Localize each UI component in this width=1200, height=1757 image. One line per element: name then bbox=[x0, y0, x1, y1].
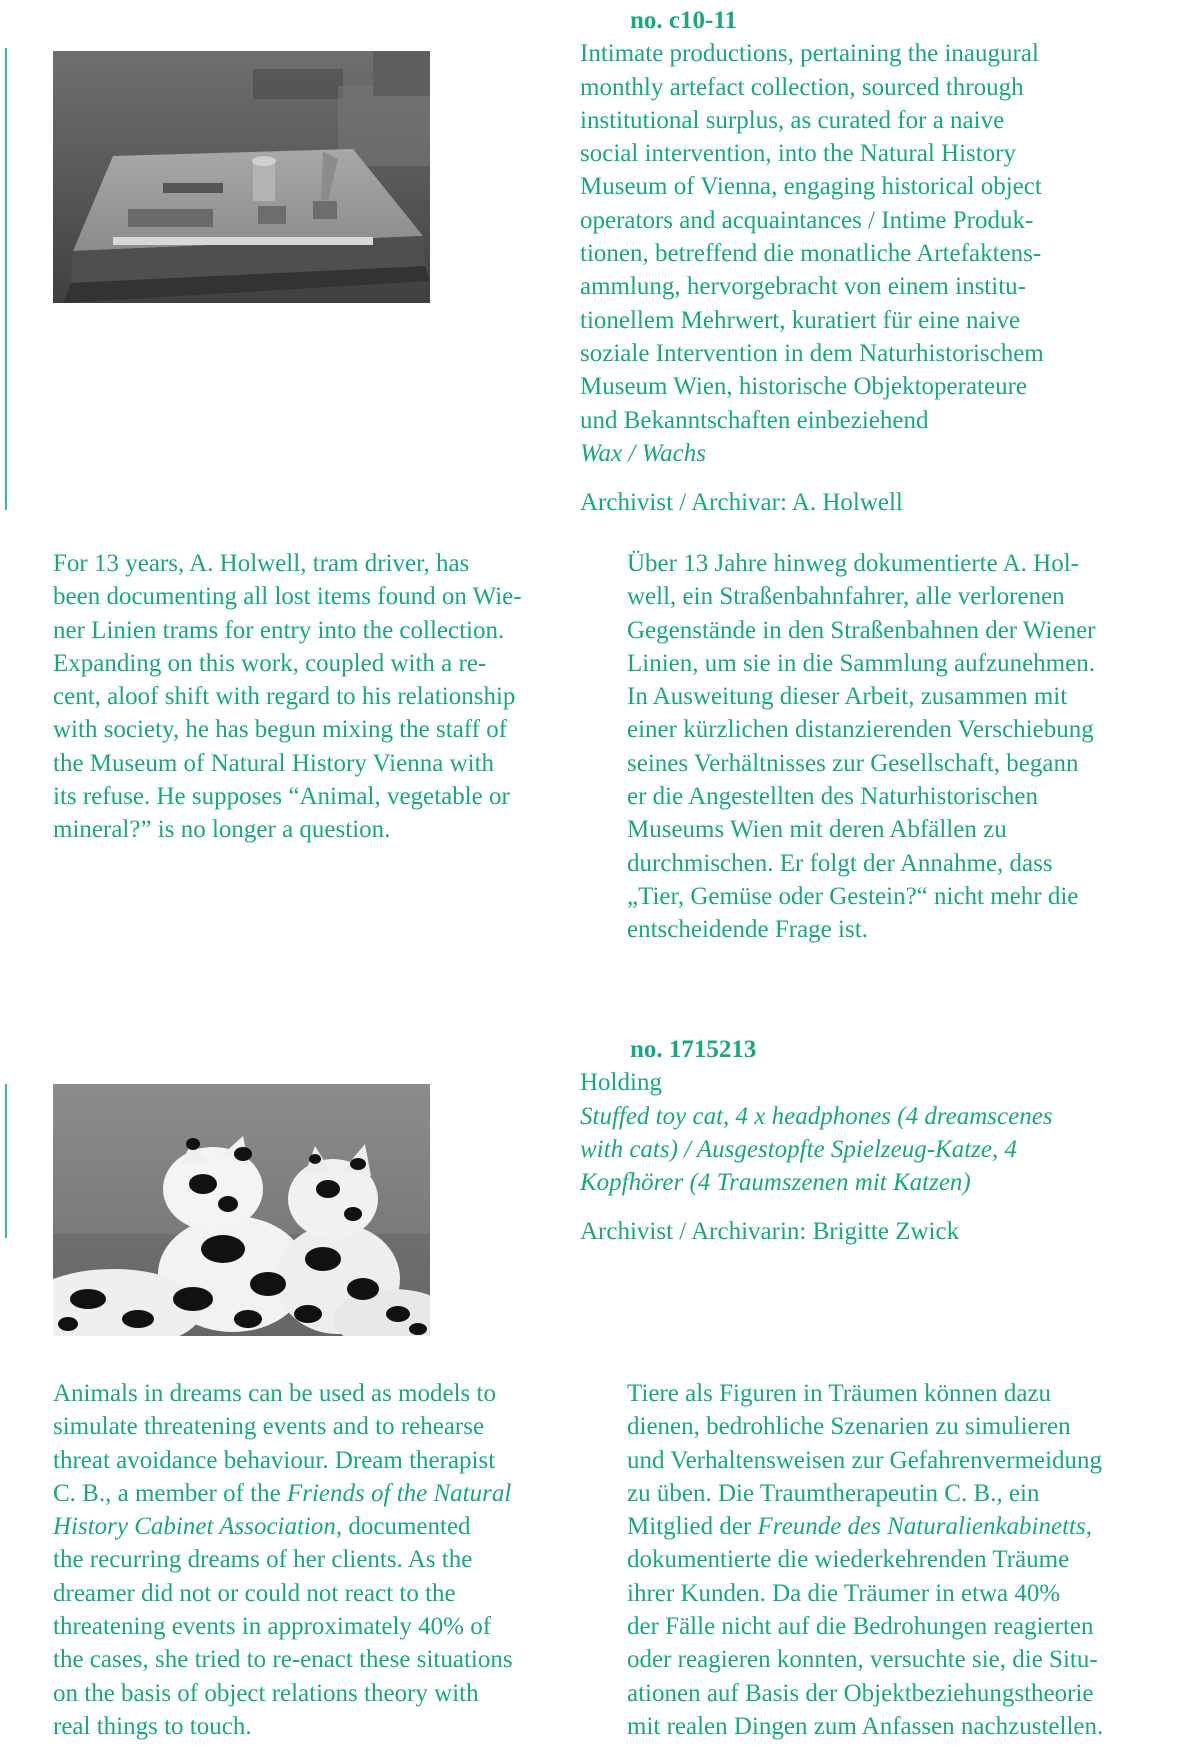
text-segment: C. B., a member of the bbox=[53, 1479, 287, 1507]
text-line: mit realen Dingen zum Anfassen nachzustellen. bbox=[627, 1712, 1104, 1740]
text-line: For 13 years, A. Holwell, tram driver, has bbox=[53, 550, 470, 577]
association-name: History Cabinet Association bbox=[53, 1513, 336, 1541]
text-line: on the basis of object relations theory with bbox=[53, 1679, 479, 1707]
text-line: Expanding on this work, coupled with a re- bbox=[53, 649, 487, 677]
text-line: Museums Wien mit deren Abfällen zu bbox=[627, 816, 1007, 844]
text-line: Gegenstände in den Straßenbahnen der Wiener bbox=[627, 616, 1096, 644]
description-line: operators and acquaintances / Intime Produk- bbox=[580, 206, 1034, 234]
material-line: Kopfhörer (4 Traumszenen mit Katzen) bbox=[580, 1169, 971, 1197]
description-line: monthly artefact collection, sourced through bbox=[580, 73, 1024, 101]
text-line: ationen auf Basis der Objektbeziehungstheorie bbox=[627, 1679, 1094, 1707]
text-line: einer kürzlichen distanzierenden Verschiebung bbox=[627, 716, 1094, 744]
entry-meta bbox=[580, 1033, 1180, 1249]
english-text bbox=[53, 1377, 598, 1743]
text-line: Linien, um sie in die Sammlung aufzunehmen. bbox=[627, 649, 1095, 677]
text-line: ihrer Kunden. Da die Träumer in etwa 40% bbox=[627, 1579, 1061, 1607]
text-line: dienen, bedrohliche Szenarien zu simulieren bbox=[627, 1413, 1071, 1441]
description-line: institutional surplus, as curated for a naive bbox=[580, 106, 1005, 134]
entry-number: no. 1715213 bbox=[630, 1036, 757, 1063]
description-line: Museum of Vienna, engaging historical object bbox=[580, 173, 1042, 201]
association-name: Freunde des Naturalienkabinetts bbox=[757, 1513, 1086, 1541]
text-line: dokumentierte die wiederkehrenden Träume bbox=[627, 1546, 1070, 1574]
entry-meta bbox=[580, 4, 1180, 519]
description-line: tionellem Mehrwert, kuratiert für eine naive bbox=[580, 306, 1021, 334]
text-line: und Verhaltensweisen zur Gefahrenvermeidung bbox=[627, 1446, 1103, 1474]
material-line: Wax / Wachs bbox=[580, 439, 706, 467]
text-line: the cases, she tried to re-enact these situations bbox=[53, 1646, 513, 1674]
text-line: zu üben. Die Traumtherapeutin C. B., ein bbox=[627, 1479, 1040, 1507]
text-line: „Tier, Gemüse oder Gestein?“ nicht mehr die bbox=[627, 882, 1079, 910]
text-line: threat avoidance behaviour. Dream therapist bbox=[53, 1446, 496, 1474]
catalogue-entry bbox=[0, 1030, 1200, 1757]
english-text bbox=[53, 547, 598, 847]
text-line: the Museum of Natural History Vienna with bbox=[53, 749, 495, 777]
description-line: Intimate productions, pertaining the inaugural bbox=[580, 40, 1039, 68]
text-line: Animals in dreams can be used as models to bbox=[53, 1380, 496, 1407]
text-line: dreamer did not or could not react to the bbox=[53, 1579, 456, 1607]
wax-objects-photo bbox=[53, 51, 430, 303]
artefact-photo bbox=[53, 51, 430, 303]
margin-rule bbox=[5, 1084, 7, 1238]
text-line: ner Linien trams for entry into the collection. bbox=[53, 616, 505, 644]
description-line: und Bekanntschaften einbeziehend bbox=[580, 406, 929, 434]
description-line: ammlung, hervorgebracht von einem institu- bbox=[580, 273, 1026, 301]
material-line: Stuffed toy cat, 4 x headphones (4 dreamscenes bbox=[580, 1102, 1053, 1130]
text-line: entscheidende Frage ist. bbox=[627, 916, 868, 944]
text-line: oder reagieren konnten, versuchte sie, die Situ- bbox=[627, 1646, 1098, 1674]
description-line: Museum Wien, historische Objektoperateure bbox=[580, 373, 1028, 401]
text-line: been documenting all lost items found on Wie- bbox=[53, 583, 522, 611]
archivist-credit: Archivist / Archivar: A. Holwell bbox=[580, 489, 903, 517]
toy-cats-photo bbox=[53, 1084, 430, 1336]
german-text bbox=[627, 547, 1200, 947]
text-line: mineral?” is no longer a question. bbox=[53, 816, 391, 844]
text-line: well, ein Straßenbahnfahrer, alle verlorenen bbox=[627, 583, 1065, 611]
text-line: er die Angestellten des Naturhistorischen bbox=[627, 783, 1038, 811]
description-line: soziale Intervention in dem Naturhistorischem bbox=[580, 339, 1044, 367]
text-line bbox=[53, 1477, 598, 1510]
text-segment: , bbox=[1085, 1513, 1092, 1541]
text-line: seines Verhältnisses zur Gesellschaft, begann bbox=[627, 749, 1079, 777]
text-line: its refuse. He supposes “Animal, vegetable or bbox=[53, 783, 510, 811]
german-text bbox=[627, 1377, 1200, 1743]
artefact-photo bbox=[53, 1084, 430, 1336]
text-line bbox=[53, 1510, 598, 1543]
text-line: cent, aloof shift with regard to his relationship bbox=[53, 683, 516, 711]
text-line: real things to touch. bbox=[53, 1712, 252, 1740]
material-line: with cats) / Ausgestopfte Spielzeug-Katze, 4 bbox=[580, 1135, 1017, 1163]
text-line: Über 13 Jahre hinweg dokumentierte A. Hol- bbox=[627, 550, 1079, 577]
text-line: durchmischen. Er folgt der Annahme, dass bbox=[627, 849, 1053, 877]
text-segment: , documented bbox=[335, 1513, 471, 1541]
text-line bbox=[627, 1510, 1200, 1543]
text-line: Tiere als Figuren in Träumen können dazu bbox=[627, 1380, 1052, 1407]
text-line: with society, he has begun mixing the staff of bbox=[53, 716, 508, 744]
description-line: Holding bbox=[580, 1069, 662, 1097]
text-line: der Fälle nicht auf die Bedrohungen reagierten bbox=[627, 1613, 1094, 1641]
archivist-credit: Archivist / Archivarin: Brigitte Zwick bbox=[580, 1218, 960, 1246]
entry-number: no. c10-11 bbox=[630, 7, 737, 34]
margin-rule bbox=[5, 48, 7, 510]
description-line: social intervention, into the Natural History bbox=[580, 140, 1017, 168]
text-segment: Mitglied der bbox=[627, 1513, 758, 1541]
text-line: In Ausweitung dieser Arbeit, zusammen mit bbox=[627, 683, 1068, 711]
text-line: the recurring dreams of her clients. As the bbox=[53, 1546, 473, 1574]
description-line: tionen, betreffend die monatliche Artefaktens- bbox=[580, 240, 1042, 268]
association-name: Friends of the Natural bbox=[286, 1479, 512, 1507]
text-line: threatening events in approximately 40% of bbox=[53, 1613, 492, 1641]
text-line: simulate threatening events and to rehearse bbox=[53, 1413, 485, 1441]
